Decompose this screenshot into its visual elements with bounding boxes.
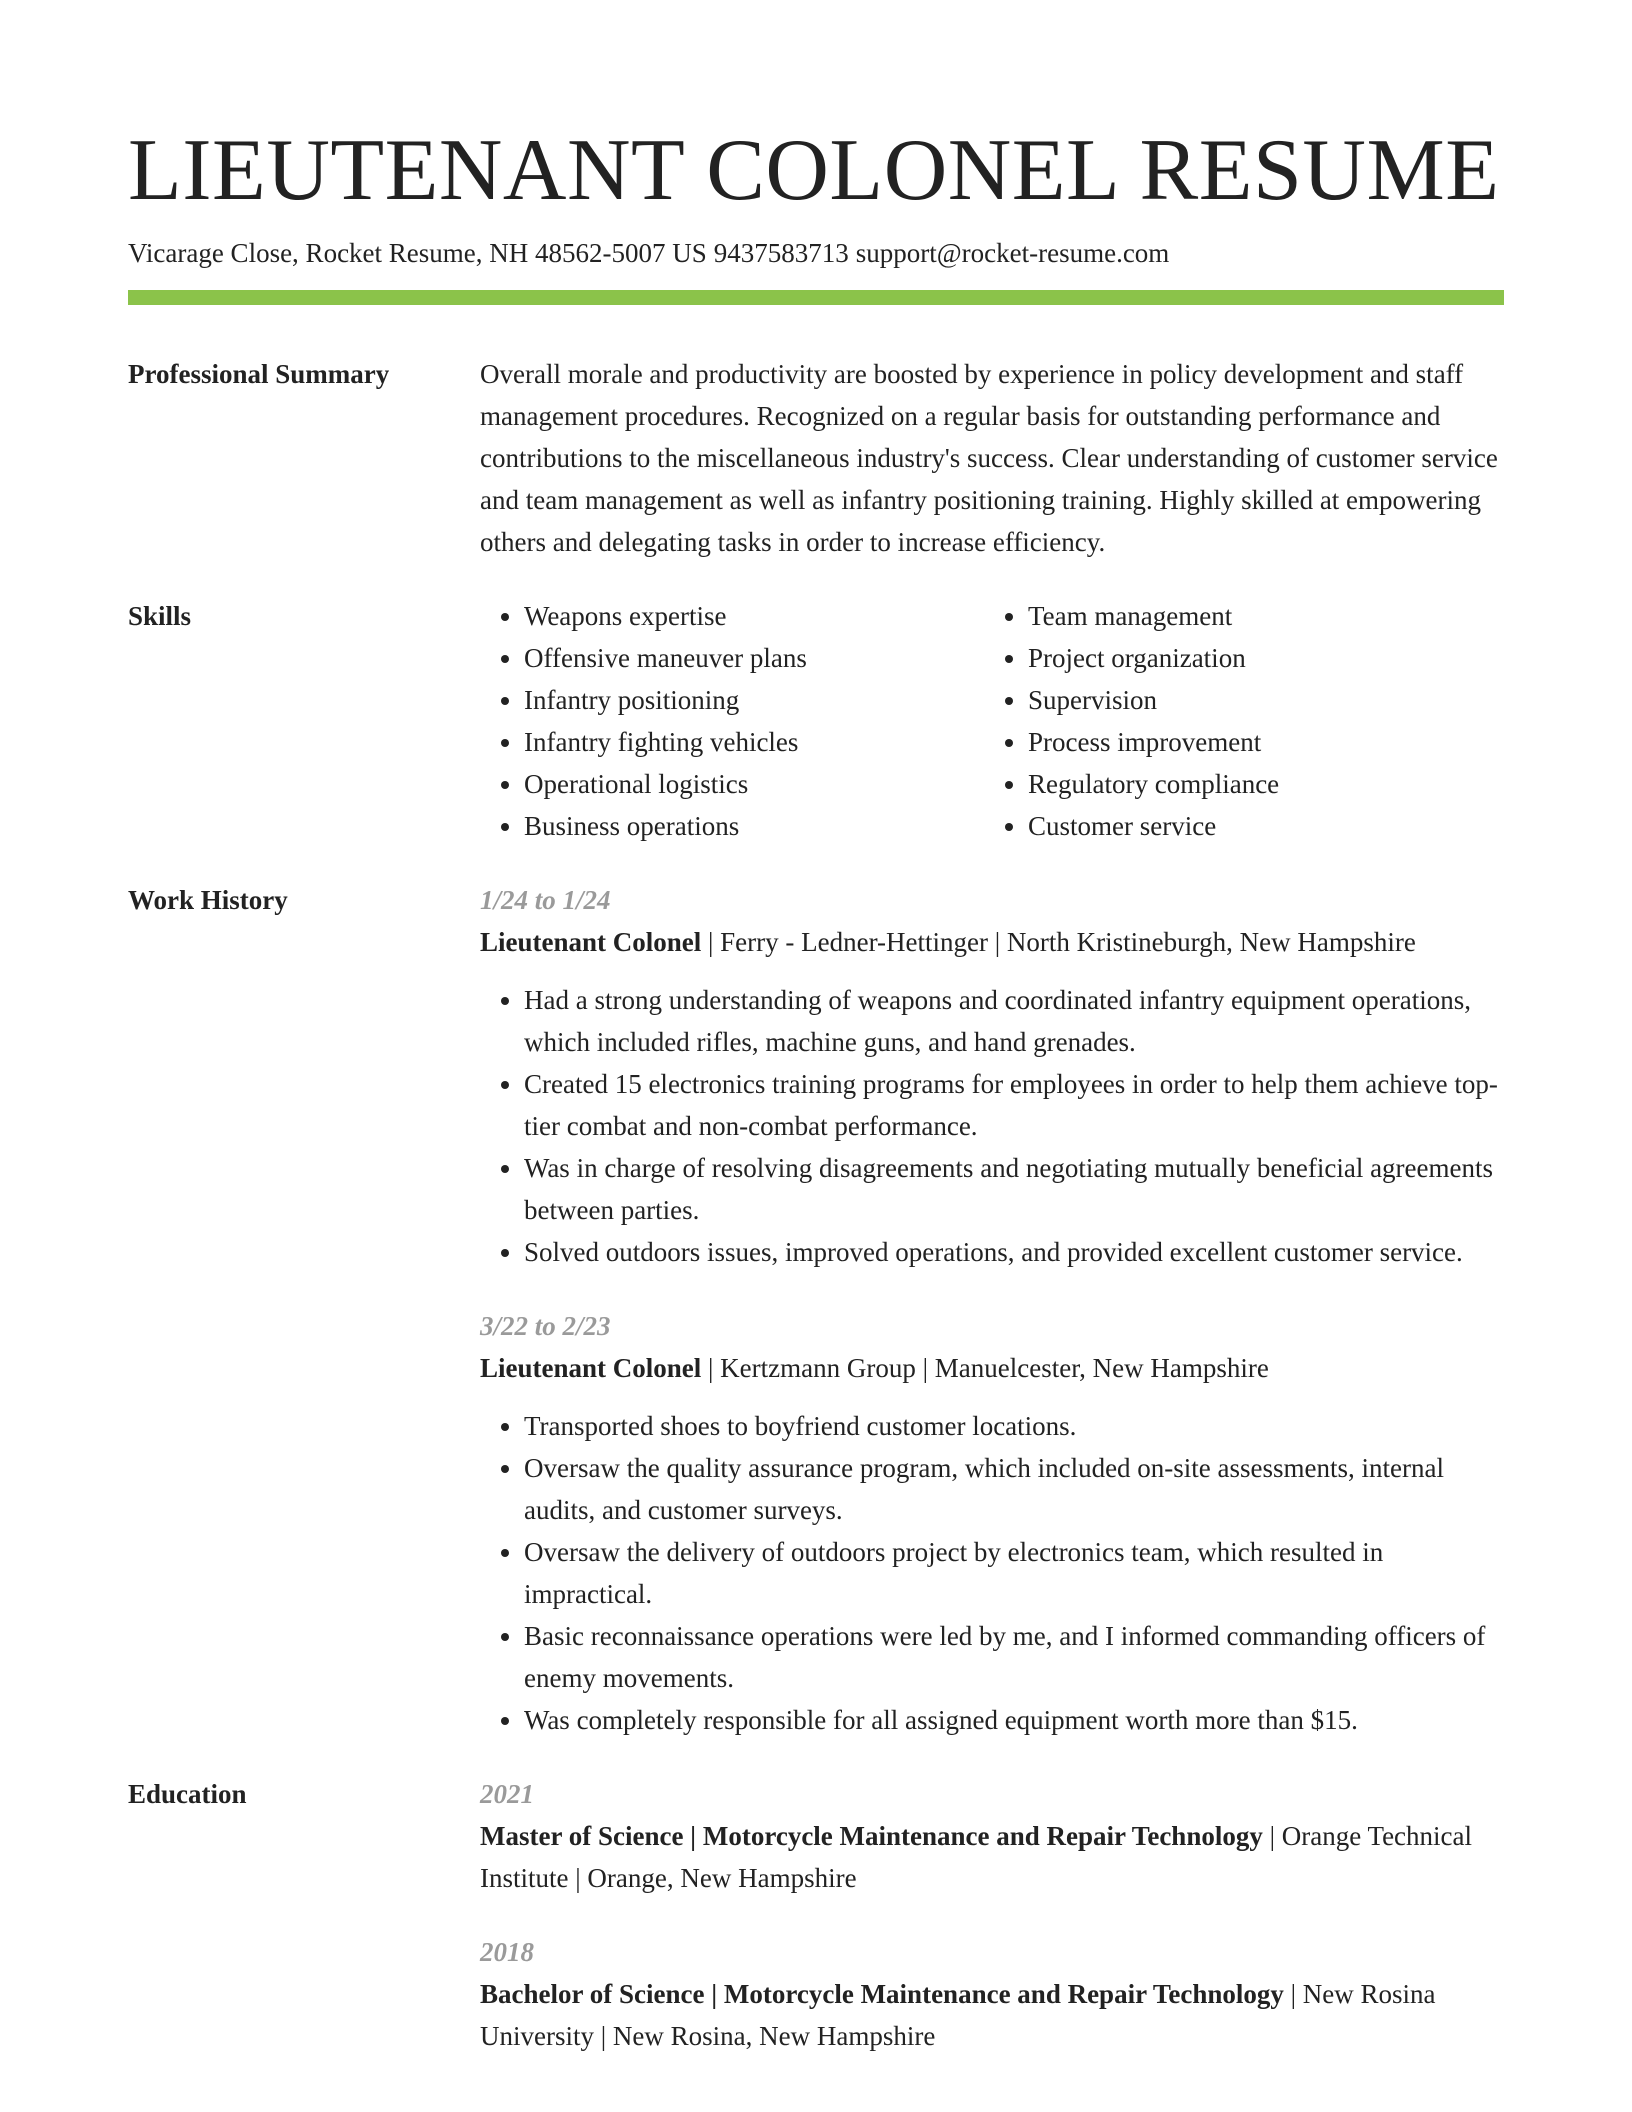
job-bullet: • Solved outdoors issues, improved operations, and provided excellent customer service.: [524, 1231, 1504, 1273]
job-bullet: • Basic reconnaissance operations were led by me, and I informed commanding officers of enemy movements.: [524, 1615, 1504, 1699]
summary-label: Professional Summary: [128, 359, 390, 389]
education-entry: [480, 1773, 1504, 1899]
job-bullets: [480, 1405, 1504, 1741]
resume-title: LIEUTENANT COLONEL RESUME: [128, 122, 1500, 219]
skill-item: • Project organization: [1028, 637, 1498, 679]
education-label: Education: [128, 1779, 247, 1809]
job-heading: [480, 1347, 1504, 1389]
summary-text: Overall morale and productivity are boosted by experience in policy development and staff management procedures. Recognized on a regular basis for outstanding performance and contributions to the miscellaneous industry's success. Clear understanding of customer service and team management as well as infantry positioning training. Highly skilled at empowering others and delegating tasks in order to increase efficiency.: [480, 359, 1498, 557]
job-dates: 1/24 to 1/24: [480, 885, 611, 915]
skill-item: • Team management: [1028, 595, 1498, 637]
contact-email: support@rocket-resume.com: [855, 238, 1170, 268]
header-divider: [128, 290, 1504, 305]
job-bullet: • Had a strong understanding of weapons and coordinated infantry equipment operations, which included rifles, machine guns, and hand grenades.: [524, 979, 1504, 1063]
skills-column-right: [984, 595, 1498, 847]
job-bullet: • Was completely responsible for all assigned equipment worth more than $15.: [524, 1699, 1504, 1741]
skills-column-left: [480, 595, 984, 847]
job-bullet: • Created 15 electronics training programs for employees in order to help them achieve top-tier combat and non-combat performance.: [524, 1063, 1504, 1147]
work-history-label: Work History: [128, 885, 288, 915]
education-entry: [480, 1931, 1504, 2057]
summary-section: [128, 353, 1504, 563]
skills-section: [128, 595, 1504, 847]
skill-item: • Supervision: [1028, 679, 1498, 721]
work-history-section: [128, 879, 1504, 1741]
job-bullet: • Was in charge of resolving disagreements and negotiating mutually beneficial agreements between parties.: [524, 1147, 1504, 1231]
job-heading: [480, 921, 1504, 963]
education-section: [128, 1773, 1504, 2057]
job-bullets: [480, 979, 1504, 1273]
skill-item: • Infantry fighting vehicles: [524, 721, 984, 763]
education-degree: Bachelor of Science | Motorcycle Maintenance and Repair Technology: [480, 1979, 1284, 2009]
skill-item: • Weapons expertise: [524, 595, 984, 637]
skill-item: • Offensive maneuver plans: [524, 637, 984, 679]
job-title: Lieutenant Colonel: [480, 927, 702, 957]
education-heading: [480, 1973, 1504, 2057]
contact-phone: 9437583713: [713, 238, 849, 268]
contact-address: Vicarage Close, Rocket Resume, NH 48562-5007 US: [128, 238, 707, 268]
skill-item: • Infantry positioning: [524, 679, 984, 721]
education-details: | New Rosina University | New Rosina, New Hampshire: [480, 1979, 1436, 2051]
skills-label: Skills: [128, 601, 192, 631]
job-entry: [480, 879, 1504, 1273]
education-degree: Master of Science | Motorcycle Maintenance and Repair Technology: [480, 1821, 1263, 1851]
skill-item: • Regulatory compliance: [1028, 763, 1498, 805]
job-dates: 3/22 to 2/23: [480, 1311, 611, 1341]
contact-line: [128, 236, 1504, 270]
job-bullet: • Oversaw the delivery of outdoors project by electronics team, which resulted in impractical.: [524, 1531, 1504, 1615]
education-details: | Orange Technical Institute | Orange, New Hampshire: [480, 1821, 1473, 1893]
job-title: Lieutenant Colonel: [480, 1353, 702, 1383]
job-details: | Ferry - Ledner-Hettinger | North Kristineburgh, New Hampshire: [701, 927, 1416, 957]
education-year: 2021: [480, 1779, 534, 1809]
education-year: 2018: [480, 1937, 534, 1967]
job-entry: [480, 1305, 1504, 1741]
resume-page: [128, 0, 1504, 2057]
job-details: | Kertzmann Group | Manuelcester, New Hampshire: [701, 1353, 1269, 1383]
job-bullet: • Oversaw the quality assurance program, which included on-site assessments, internal audits, and customer surveys.: [524, 1447, 1504, 1531]
skill-item: • Operational logistics: [524, 763, 984, 805]
skills-grid: [480, 595, 1504, 847]
skill-item: • Customer service: [1028, 805, 1498, 847]
education-heading: [480, 1815, 1504, 1899]
job-bullet: • Transported shoes to boyfriend customer locations.: [524, 1405, 1504, 1447]
skill-item: • Process improvement: [1028, 721, 1498, 763]
skill-item: • Business operations: [524, 805, 984, 847]
